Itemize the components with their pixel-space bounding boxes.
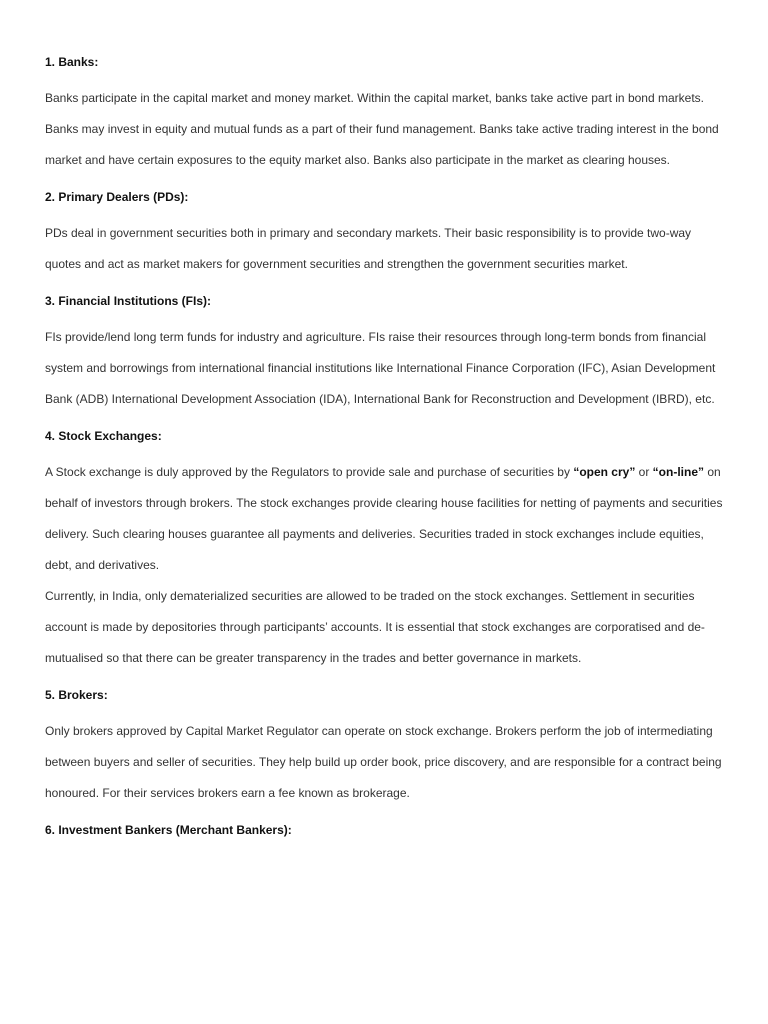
bold-term-on-line: “on-line” [652, 465, 704, 479]
section-heading: 2. Primary Dealers (PDs): [45, 190, 189, 204]
section-stock-exchanges [45, 426, 728, 674]
section-brokers [45, 685, 728, 809]
section-paragraph: PDs deal in government securities both in primary and secondary markets. Their basic responsibility is to provide two-way quotes and act as market makers for government securities and strengthen the government securities market. [45, 226, 692, 271]
section-paragraph [45, 457, 728, 581]
paragraph-text: or [635, 465, 653, 479]
section-banks [45, 52, 728, 176]
section-primary-dealers [45, 187, 728, 280]
section-paragraph: Currently, in India, only dematerialized securities are allowed to be traded on the stock exchanges. Settlement in securities account is made by depositories through participants’ accounts. It is essential that stock exchanges are corporatised and de-mutualised so that there can be greater transparency in the trades and better governance in markets. [45, 589, 705, 665]
section-heading: 1. Banks: [45, 55, 99, 69]
section-heading: 4. Stock Exchanges: [45, 429, 162, 443]
section-paragraph: Only brokers approved by Capital Market Regulator can operate on stock exchange. Brokers perform the job of intermediating between buyers and seller of securities. They help build up order book, price discovery, and are responsible for a contract being honoured. For their services brokers earn a fee known as brokerage. [45, 724, 722, 800]
section-paragraph: FIs provide/lend long term funds for industry and agriculture. FIs raise their resources through long-term bonds from financial system and borrowings from international financial institutions like International Finance Corporation (IFC), Asian Development Bank (ADB) International Development Association (IDA), International Bank for Reconstruction and Development (IBRD), etc. [45, 330, 716, 406]
section-heading: 3. Financial Institutions (FIs): [45, 294, 212, 308]
paragraph-text: on behalf of investors through brokers. The stock exchanges provide clearing house facilities for netting of payments and securities delivery. Such clearing houses guarantee all payments and deliveries. Securities traded in stock exchanges include equities, debt, and derivatives. [45, 465, 723, 572]
paragraph-text: A Stock exchange is duly approved by the Regulators to provide sale and purchase of securities by [45, 465, 574, 479]
section-heading: 5. Brokers: [45, 688, 108, 702]
section-paragraph: Banks participate in the capital market and money market. Within the capital market, banks take active part in bond markets. Banks may invest in equity and mutual funds as a part of their fund management. Banks take active trading interest in the bond market and have certain exposures to the equity market also. Banks also participate in the market as clearing houses. [45, 91, 719, 167]
section-financial-institutions [45, 291, 728, 415]
section-heading: 6. Investment Bankers (Merchant Bankers): [45, 823, 292, 837]
section-investment-bankers [45, 820, 728, 840]
bold-term-open-cry: “open cry” [573, 465, 636, 479]
